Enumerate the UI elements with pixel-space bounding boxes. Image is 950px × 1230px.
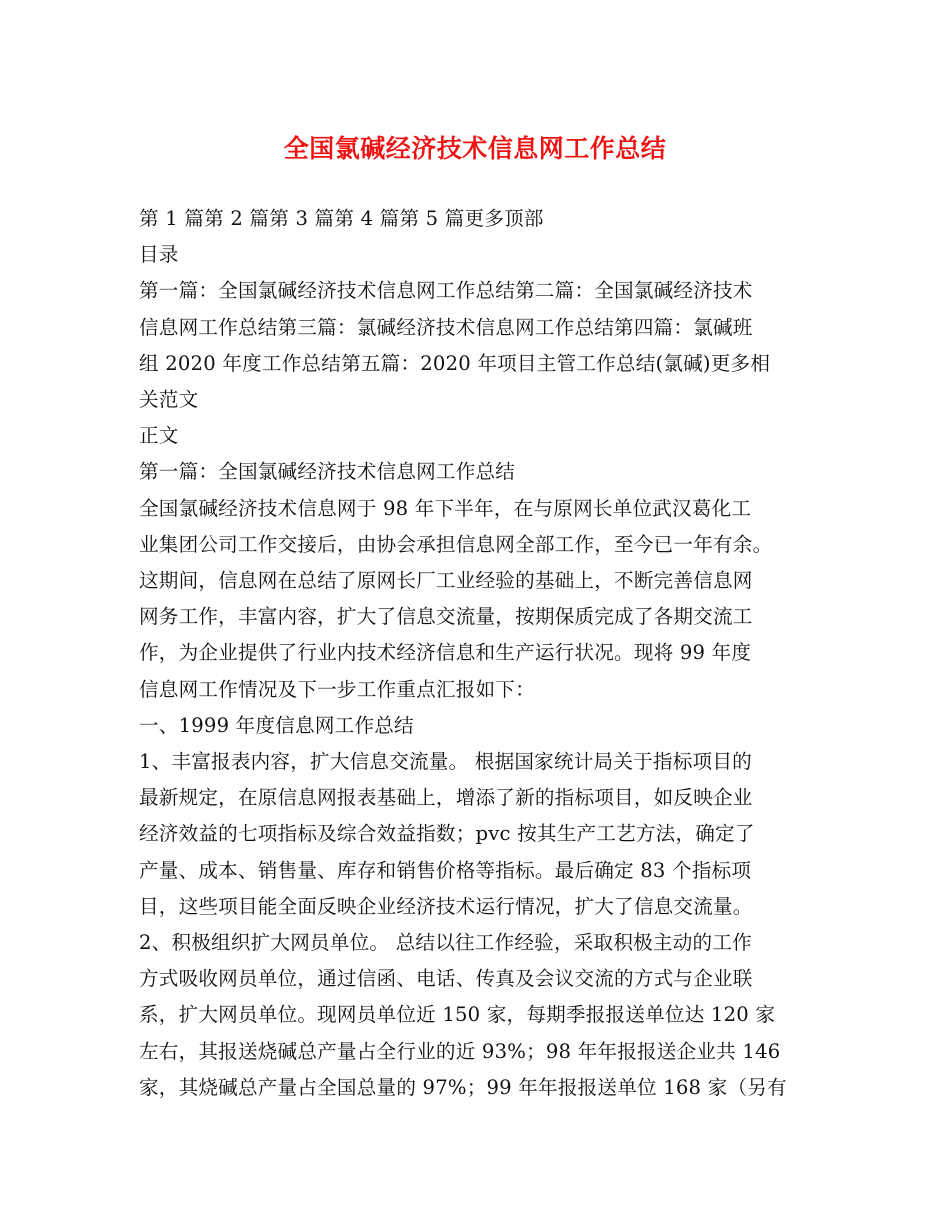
paragraph-line: 信息网工作情况及下一步工作重点汇报如下： [139,677,535,701]
paragraph-line: 最新规定，在原信息网报表基础上，增添了新的指标项目，如反映企业 [139,786,753,810]
paragraph-line: 左右，其报送烧碱总产量占全行业的近 93%；98 年年报报送企业共 146 [139,1039,781,1063]
toc-line: 关范文 [139,388,199,412]
toc-line: 信息网工作总结第三篇：氯碱经济技术信息网工作总结第四篇：氯碱班 [139,315,753,339]
paragraph-line: 方式吸收网员单位，通过信函、电话、传真及会议交流的方式与企业联 [139,967,753,991]
document-body [139,201,819,1106]
paragraph-line: 系，扩大网员单位。现网员单位近 150 家，每期季报报送单位达 120 家 [139,1003,776,1027]
paragraph-line: 作，为企业提供了行业内技术经济信息和生产运行状况。现将 99 年度 [139,641,752,665]
nav-line: 第 1 篇第 2 篇第 3 篇第 4 篇第 5 篇更多顶部 [139,207,544,230]
toc-heading: 目录 [139,243,179,267]
main-text-heading: 正文 [139,424,179,448]
paragraph-line: 产量、成本、销售量、库存和销售价格等指标。最后确定 83 个指标项 [139,858,752,882]
paragraph-line: 家，其烧碱总产量占全国总量的 97%；99 年年报报送单位 168 家（另有 [139,1075,787,1099]
paragraph-line: 这期间，信息网在总结了原网长厂工业经验的基础上，不断完善信息网 [139,569,753,593]
section-heading: 第一篇：全国氯碱经济技术信息网工作总结 [139,460,516,484]
paragraph-line: 网务工作，丰富内容，扩大了信息交流量，按期保质完成了各期交流工 [139,605,753,629]
toc-line: 第一篇：全国氯碱经济技术信息网工作总结第二篇：全国氯碱经济技术 [139,279,753,303]
paragraph-line: 全国氯碱经济技术信息网于 98 年下半年，在与原网长单位武汉葛化工 [139,496,752,520]
paragraph-line: 目，这些项目能全面反映企业经济技术运行情况，扩大了信息交流量。 [139,894,753,918]
paragraph-line: 经济效益的七项指标及综合效益指数；pvc 按其生产工艺方法，确定了 [139,822,755,846]
toc-line: 组 2020 年度工作总结第五篇：2020 年项目主管工作总结(氯碱)更多相 [139,351,771,375]
paragraph-line: 2、积极组织扩大网员单位。 总结以往工作经验，采取积极主动的工作 [139,931,752,955]
paragraph-line: 1、丰富报表内容，扩大信息交流量。 根据国家统计局关于指标项目的 [139,750,752,774]
subsection-heading: 一、1999 年度信息网工作总结 [139,713,414,737]
document-title: 全国氯碱经济技术信息网工作总结 [283,134,667,163]
paragraph-line: 业集团公司工作交接后，由协会承担信息网全部工作，至今已一年有余。 [139,532,773,556]
